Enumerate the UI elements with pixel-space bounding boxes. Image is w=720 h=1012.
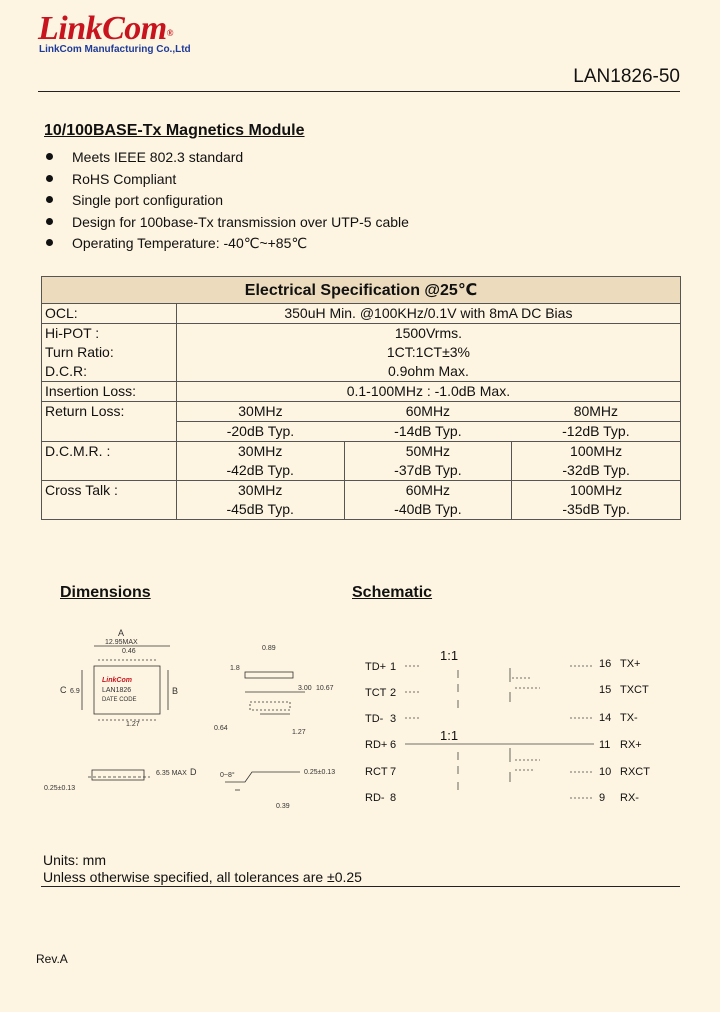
header-divider <box>38 91 680 92</box>
dim-label-a: A <box>118 628 125 638</box>
ratio-label-bottom: 1:1 <box>440 728 459 743</box>
dim-label-d: D <box>190 767 197 777</box>
pin-name-rx-minus: RX- <box>620 792 639 804</box>
dim-label-width: 10.67 <box>316 685 334 692</box>
dim-label-top: 0.89 <box>262 645 276 652</box>
spec-label: Turn Ratio: <box>42 343 177 362</box>
pin-name-rxct: RXCT <box>620 766 650 778</box>
pin-num-2: 2 <box>390 687 397 699</box>
spec-value: 0.9ohm Max. <box>176 362 680 382</box>
dim-label-lead: 0.25±0.13 <box>44 785 76 792</box>
dim-label-foot2: 0.25±0.13 <box>304 769 336 776</box>
feature-item: Operating Temperature: -40℃~+85℃ <box>44 233 409 255</box>
ratio-label-top: 1:1 <box>440 648 459 663</box>
spec-value: 350uH Min. @100KHz/0.1V with 8mA DC Bias <box>176 304 680 324</box>
spec-freq: 60MHz <box>344 481 512 501</box>
dimensions-drawing <box>40 622 340 822</box>
dim-label-pitch2: 1.27 <box>292 729 306 736</box>
spec-label: Hi-POT : <box>42 324 177 344</box>
pin-name-rx-plus: RX+ <box>620 739 642 751</box>
spec-label: Return Loss: <box>42 402 177 442</box>
pin-num-14: 14 <box>599 712 612 724</box>
spec-row-return-loss <box>42 402 681 422</box>
pin-name-txct: TXCT <box>620 684 649 696</box>
spec-value: -40dB Typ. <box>344 500 512 520</box>
schematic-title: Schematic <box>352 584 433 601</box>
company-name: LinkCom Manufacturing Co.,Ltd <box>39 44 191 55</box>
feature-item: Design for 100base-Tx transmission over UTP-5 cable <box>44 212 409 234</box>
dim-label-pitch: 1.27 <box>126 721 140 728</box>
pin-num-10: 10 <box>599 766 612 778</box>
spec-value: -12dB Typ. <box>512 422 681 442</box>
spec-row-dcr <box>42 362 681 382</box>
spec-row-turn-ratio <box>42 343 681 362</box>
spec-value: -35dB Typ. <box>512 500 681 520</box>
notes <box>43 852 362 886</box>
foot-profile <box>225 772 300 782</box>
dim-label-c-value: 6.9 <box>70 688 80 695</box>
pin-num-1: 1 <box>390 661 397 673</box>
dim-label-a-value: 12.95MAX <box>105 639 138 646</box>
chip-date: DATE CODE <box>102 697 137 703</box>
pin-num-7: 7 <box>390 766 397 778</box>
spec-value: -45dB Typ. <box>176 500 344 520</box>
spec-freq: 60MHz <box>344 402 512 422</box>
spec-label: D.C.R: <box>42 362 177 382</box>
spec-label: D.C.M.R. : <box>42 442 177 481</box>
dim-label-side: 1.8 <box>230 665 240 672</box>
logo-text: LinkCom <box>38 10 167 47</box>
spec-value: 0.1-100MHz : -1.0dB Max. <box>176 382 680 402</box>
spec-value: 1500Vrms. <box>176 324 680 344</box>
spec-label: OCL: <box>42 304 177 324</box>
spec-freq: 100MHz <box>512 481 681 501</box>
spec-freq: 80MHz <box>512 402 681 422</box>
pin-num-9: 9 <box>599 792 606 804</box>
pin-name-tx-minus: TX- <box>620 712 638 724</box>
spec-table-title: Electrical Specification @25℃ <box>42 277 681 304</box>
units-note: Units: mm <box>43 852 106 868</box>
dimensions-title: Dimensions <box>60 584 151 601</box>
spec-row-insertion-loss <box>42 382 681 402</box>
spec-value: -42dB Typ. <box>176 461 344 481</box>
spec-freq: 30MHz <box>176 481 344 501</box>
pin-name-td-minus: TD- <box>365 713 384 725</box>
end-view-pins <box>250 702 290 710</box>
pin-name-tct: TCT <box>365 687 387 699</box>
spec-row-hipot <box>42 324 681 344</box>
spec-freq: 30MHz <box>176 402 344 422</box>
dim-label-d-value: 6.35 MAX <box>156 770 187 777</box>
dim-label-foot3: 0.39 <box>276 803 290 810</box>
tx-secondary <box>512 678 540 688</box>
pin-num-15: 15 <box>599 684 612 696</box>
spec-value: -37dB Typ. <box>344 461 512 481</box>
feature-item: Single port configuration <box>44 190 409 212</box>
pin-name-tx-plus: TX+ <box>620 658 641 670</box>
registered-mark: ® <box>166 28 173 38</box>
dim-label-a-sub: 0.46 <box>122 648 136 655</box>
pin-name-rct: RCT <box>365 766 388 778</box>
dim-label-b: B <box>172 686 179 696</box>
spec-value: -14dB Typ. <box>344 422 512 442</box>
spec-freq: 100MHz <box>512 442 681 462</box>
pin-name-rd-plus: RD+ <box>365 739 388 751</box>
product-title: 10/100BASE-Tx Magnetics Module <box>44 122 305 139</box>
chip-logo: LinkCom <box>102 677 132 684</box>
spec-row-dcmr <box>42 442 681 462</box>
pin-num-8: 8 <box>390 792 397 804</box>
spec-freq: 50MHz <box>344 442 512 462</box>
spec-row-cross-talk <box>42 481 681 501</box>
dim-label-foot1: 0~8° <box>220 772 235 779</box>
pin-name-td-plus: TD+ <box>365 661 387 673</box>
part-number: LAN1826-50 <box>573 66 680 87</box>
dim-label-pad: 0.64 <box>214 725 228 732</box>
feature-item: Meets IEEE 802.3 standard <box>44 147 409 169</box>
revision: Rev.A <box>36 952 68 966</box>
spec-freq: 30MHz <box>176 442 344 462</box>
tolerance-note: Unless otherwise specified, all tolerances are ±0.25 <box>43 869 362 885</box>
spec-label: Insertion Loss: <box>42 382 177 402</box>
spec-label: Cross Talk : <box>42 481 177 520</box>
spec-value: 1CT:1CT±3% <box>176 343 680 362</box>
end-view-top <box>245 672 293 678</box>
electrical-spec-table <box>41 276 681 520</box>
pin-num-11: 11 <box>599 739 611 751</box>
pin-num-16: 16 <box>599 658 612 670</box>
company-logo <box>38 12 173 46</box>
rx-secondary <box>515 760 540 770</box>
spec-value: -32dB Typ. <box>512 461 681 481</box>
feature-list <box>44 147 409 255</box>
dim-label-c: C <box>60 685 67 695</box>
pin-name-rd-minus: RD- <box>365 792 385 804</box>
pin-num-3: 3 <box>390 713 397 725</box>
feature-item: RoHS Compliant <box>44 169 409 191</box>
spec-row-ocl <box>42 304 681 324</box>
pin-num-6: 6 <box>390 739 397 751</box>
schematic-drawing <box>360 640 660 810</box>
spec-value: -20dB Typ. <box>176 422 344 442</box>
chip-part: LAN1826 <box>102 687 132 694</box>
side-view-body <box>92 770 144 780</box>
footer-divider <box>41 886 680 887</box>
dim-label-height: 3.00 <box>298 685 312 692</box>
